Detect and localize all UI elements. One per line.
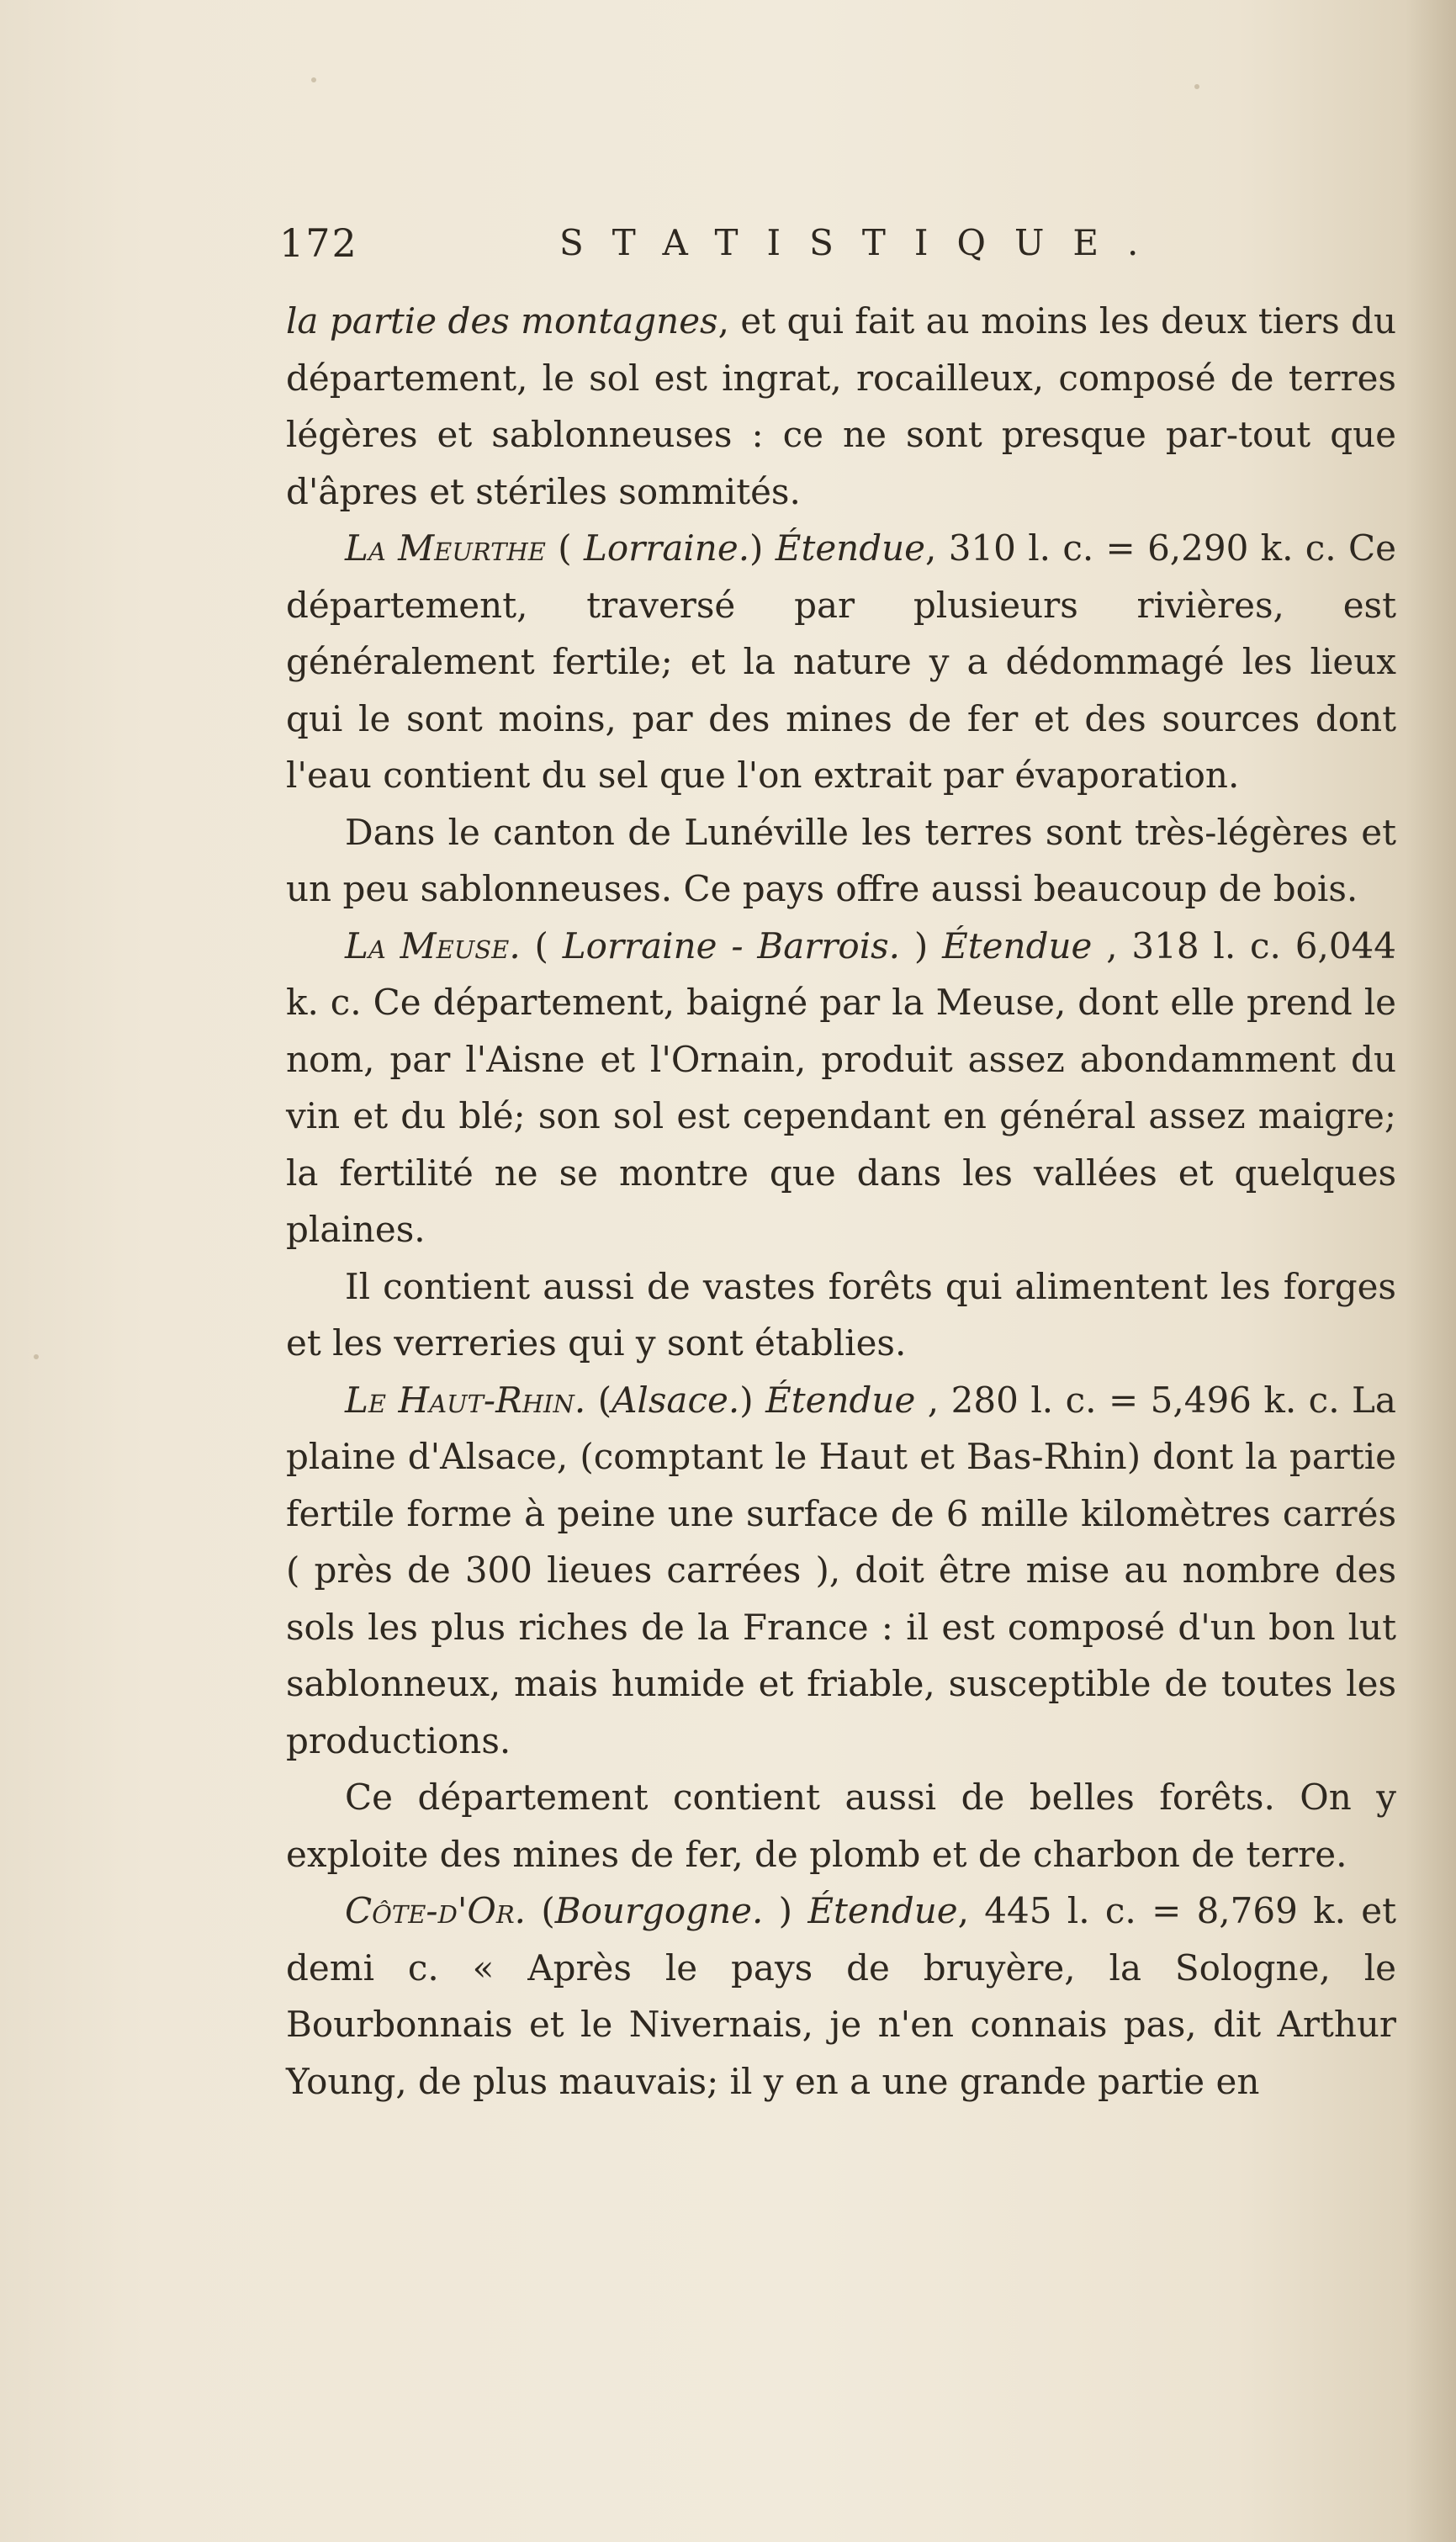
text-span: , 318 l. c. 6,044 k. c. Ce département, baigné par la Meuse, dont elle prend le nom, par l'Aisne et l'Ornain, produit assez abondamment du vin et du blé; son sol est cependant en général assez maigre; la fertilité ne se montre que dans les vallées et quelques plaines. [286,924,1396,1250]
text-span: la partie des montagnes [286,300,718,342]
etendue-label: Étendue [807,1890,958,1931]
text-span: ( [520,924,563,966]
etendue-label: Étendue [775,527,926,569]
text-span: ( [585,1379,612,1421]
province-name: Lorraine - Barrois. [562,924,901,966]
text-span: ) [763,1890,808,1931]
page-edge-shadow [1406,0,1456,2542]
text-span: , et qui fait au moins les deux tiers du département, le sol est ingrat, rocailleux, composé de terres légères et sablonneuses : ce ne sont presque par-tout que d'âpres et stériles sommités. [286,300,1396,512]
paragraph-haut-rhin [286,1372,1396,1770]
text-span: , 280 l. c. = 5,496 k. c. La plaine d'Alsace, (comptant le Haut et Bas-Rhin) dont la partie fertile forme à peine une surface de 6 mille kilomètres carrés ( près de 300 lieues carrées ), doit être mise au nombre des sols les plus riches de la France : il est composé d'un bon lut sablonneux, mais humide et friable, susceptible de toutes les productions. [286,1379,1396,1761]
paragraph-haut-rhin-forests [286,1769,1396,1883]
department-name: Côte-d'Or. [345,1890,527,1931]
province-name: Lorraine. [583,527,750,569]
body-text [286,293,1396,2110]
paper-speck [34,1354,39,1359]
province-name: Bourgogne. [554,1890,764,1931]
paragraph-luneville [286,804,1396,918]
page-header [269,220,1396,271]
text-span: ( [545,527,584,569]
page-number: 172 [279,220,358,266]
paragraph-meuse-forests [286,1258,1396,1372]
text-span: ) [900,924,943,966]
paper-speck [311,77,316,82]
text-span: , 310 l. c. = 6,290 k. c. Ce département, traversé par plusieurs rivières, est généralement fertile; et la nature y a dédommagé les lieux qui le sont moins, par des mines de fer et des sources dont l'eau contient du sel que l'on extrait par évaporation. [286,527,1396,796]
etendue-label: Étendue [942,924,1093,966]
paragraph-meurthe [286,520,1396,804]
paper-speck [1194,84,1199,89]
running-title: STATISTIQUE. [559,222,1167,263]
province-name: Alsace. [612,1379,740,1421]
etendue-label: Étendue [765,1379,916,1421]
text-span: Dans le canton de Lunéville les terres sont très-légères et un peu sablonneuses. Ce pays offre aussi beaucoup de bois. [286,811,1396,909]
department-name: La Meuse. [345,924,521,966]
text-span: , 445 l. c. = 8,769 k. et demi c. « Après le pays de bruyère, la Sologne, le Bourbonnais et le Nivernais, je n'en connais pas, dit Arthur Young, de plus mauvais; il y en a une grande partie en [286,1890,1396,2102]
department-name: Le Haut-Rhin. [345,1379,586,1421]
text-span: Il contient aussi de vastes forêts qui alimentent les forges et les verreries qui y sont établies. [286,1265,1396,1364]
text-span: Ce département contient aussi de belles forêts. On y exploite des mines de fer, de plomb et de charbon de terre. [286,1777,1396,1875]
paragraph-meuse [286,918,1396,1258]
text-span: ) [739,1379,766,1421]
paragraph-cote-dor [286,1883,1396,2110]
text-span: ) [749,527,776,569]
department-name: La Meurthe [345,527,546,569]
text-span: ( [526,1890,555,1931]
paragraph-continuation [286,293,1396,520]
